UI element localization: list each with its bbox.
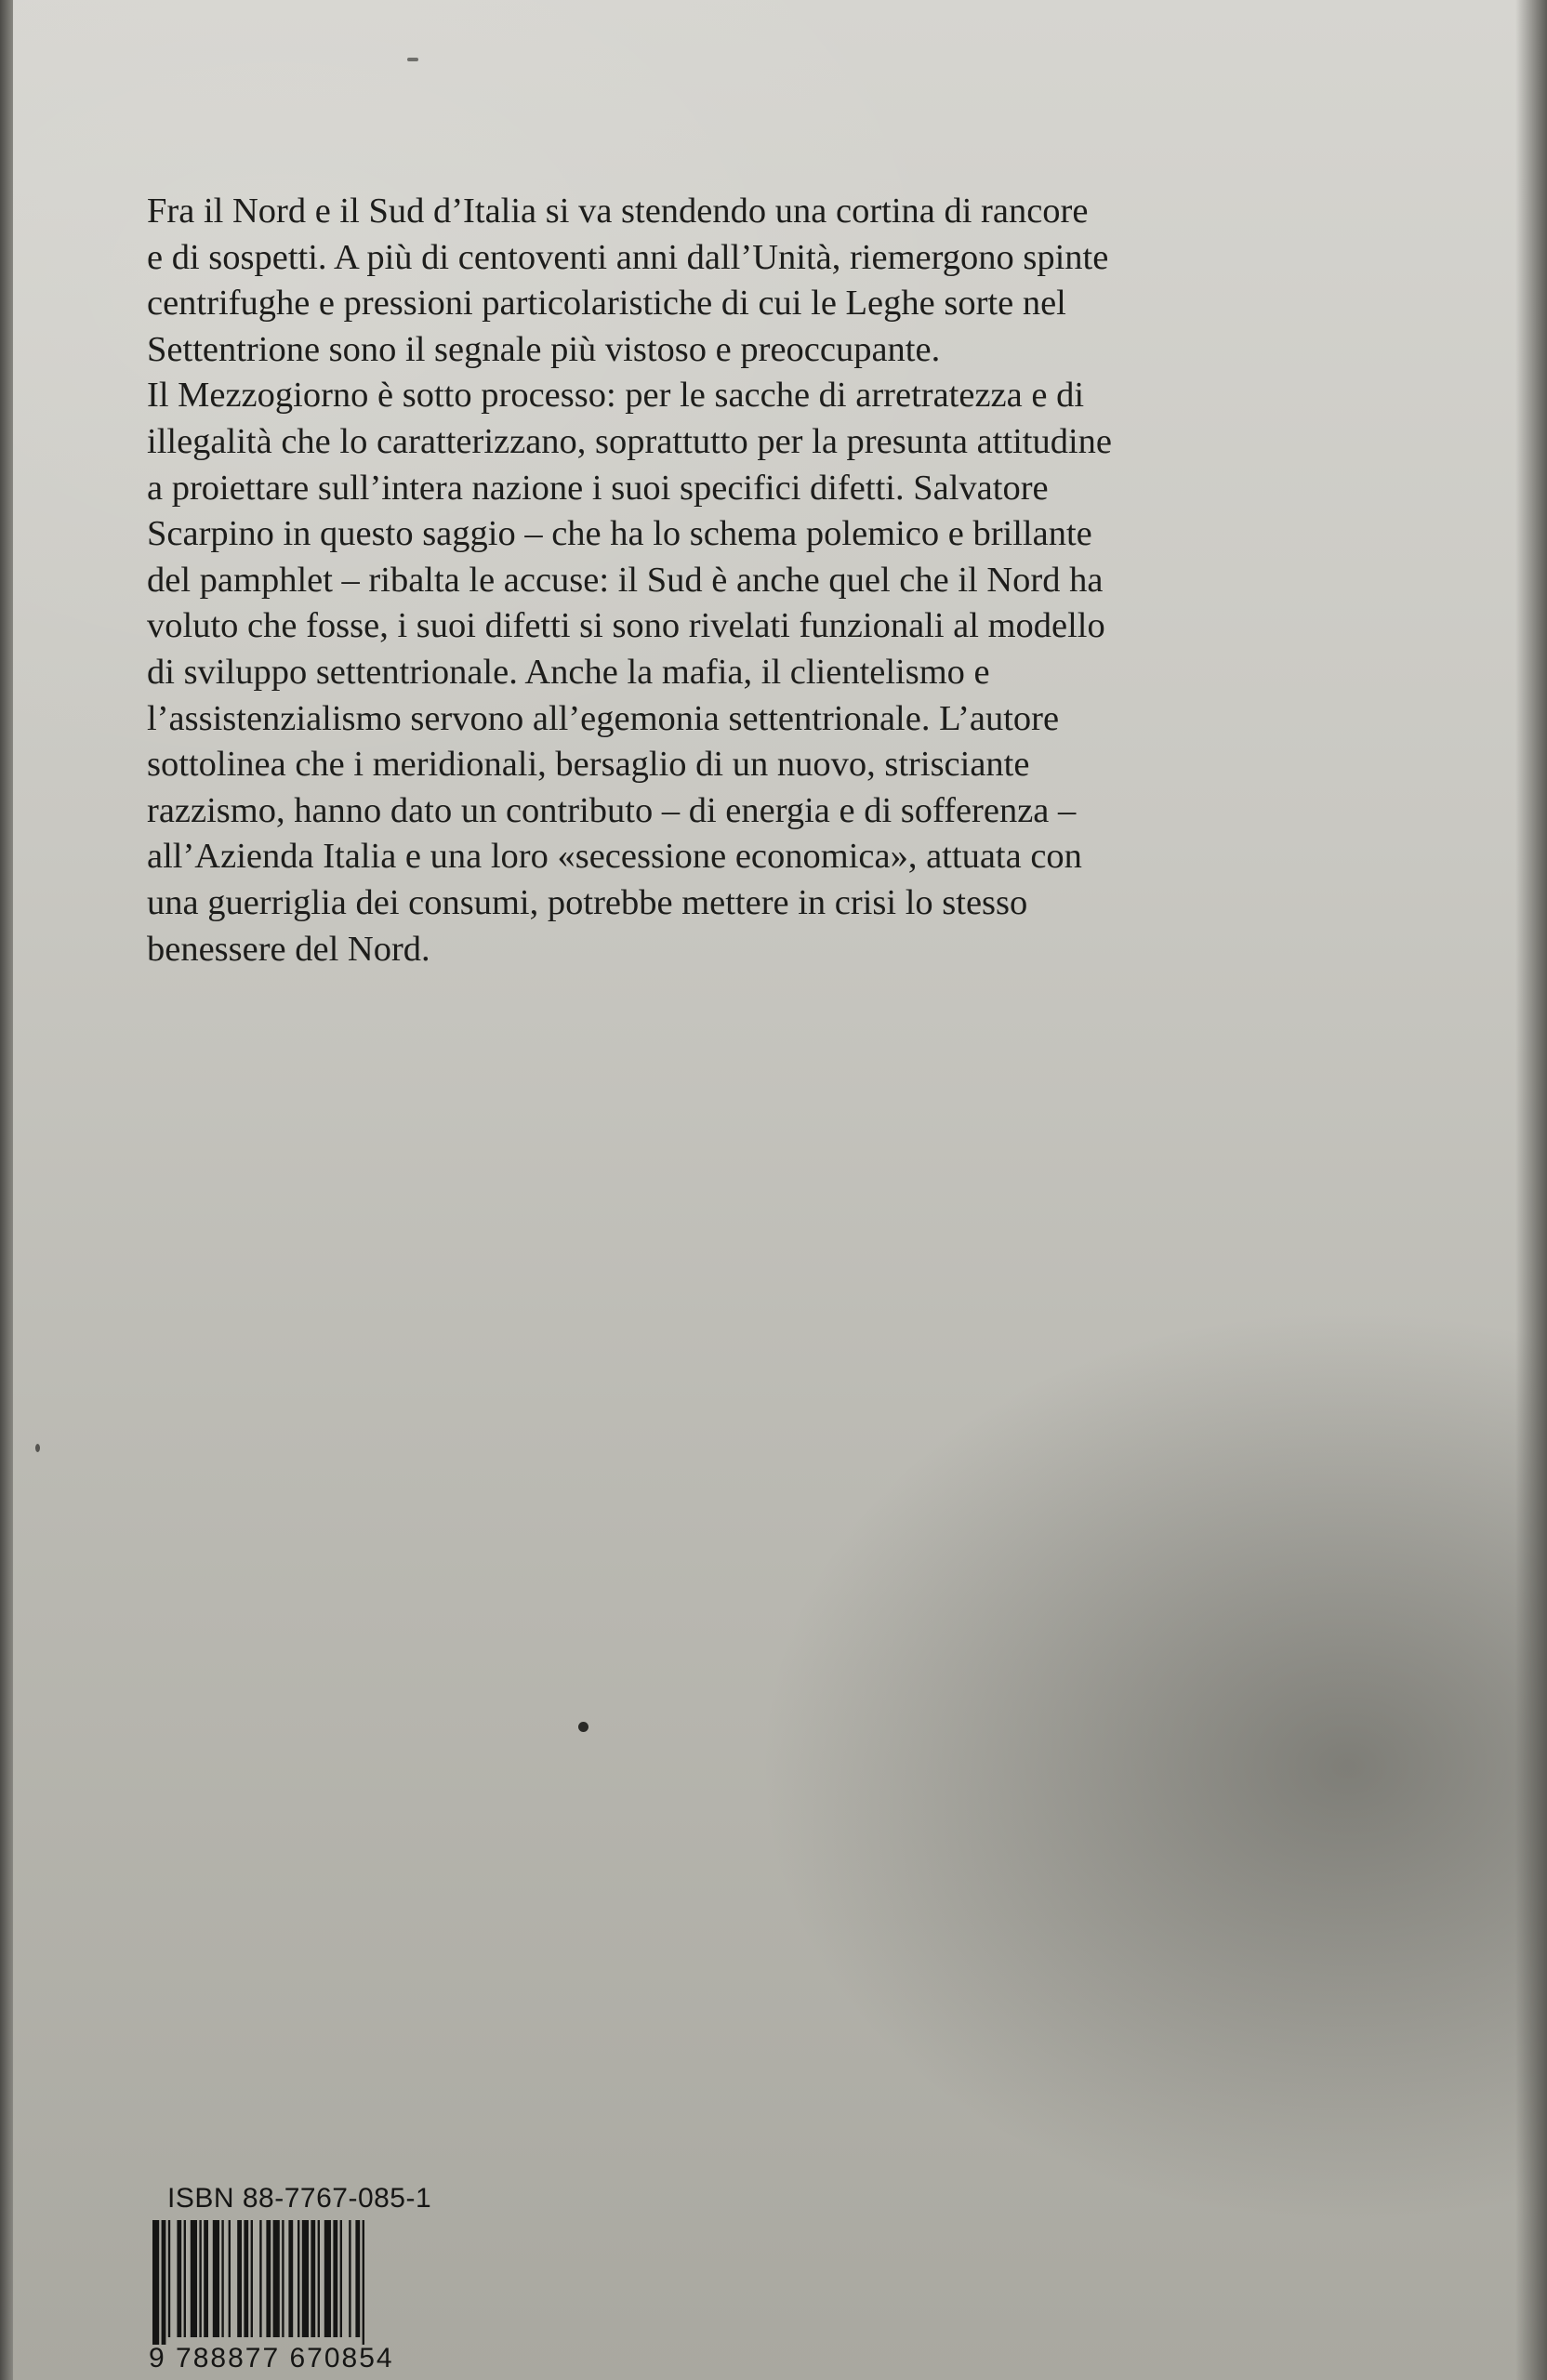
- barcode-bar: [191, 2220, 197, 2337]
- barcode-bar: [333, 2220, 337, 2337]
- cover-right-edge: [1515, 0, 1547, 2380]
- barcode-bar: [273, 2220, 280, 2337]
- blurb-line: una guerriglia dei consumi, potrebbe mettere in crisi lo stesso: [147, 882, 1028, 922]
- blurb-line: illegalità che lo caratterizzano, soprattutto per la presunta attitudine: [147, 421, 1112, 461]
- blurb-line: razzismo, hanno dato un contributo – di energia e di sofferenza –: [147, 790, 1077, 830]
- barcode-bar: [213, 2220, 219, 2337]
- barcode-bar: [152, 2220, 159, 2345]
- ean-digits: 9 788877 670854: [149, 2343, 394, 2373]
- blurb-line: Scarpino in questo saggio – che ha lo schema polemico e brillante: [147, 514, 1092, 554]
- barcode-bar: [282, 2220, 284, 2337]
- blurb-line: e di sospetti. A più di centoventi anni dall’Unità, riemergono spinte: [147, 237, 1109, 277]
- barcode-bars: [149, 2220, 469, 2345]
- blurb-line: voluto che fosse, i suoi difetti si sono rivelati funzionali al modello: [147, 606, 1105, 646]
- blurb-line: all’Azienda Italia e una loro «secessione economica», attuata con: [147, 837, 1082, 877]
- barcode-bar: [229, 2220, 231, 2337]
- blurb-line: a proiettare sull’intera nazione i suoi specifici difetti. Salvatore: [147, 468, 1049, 508]
- blurb-line: benessere del Nord.: [147, 929, 430, 969]
- barcode-bar: [349, 2220, 350, 2337]
- barcode-bar: [340, 2220, 342, 2337]
- blurb-line: l’assistenzialismo servono all’egemonia settentrionale. L’autore: [147, 698, 1060, 738]
- dust-speck: [407, 58, 418, 61]
- barcode-bar: [298, 2220, 299, 2337]
- barcode-bar: [302, 2220, 309, 2337]
- barcode-bar: [318, 2220, 320, 2337]
- cover-left-edge: [0, 0, 13, 2380]
- blurb-line: di sviluppo settentrionale. Anche la mafia, il clientelismo e: [147, 652, 990, 692]
- barcode-bar: [162, 2220, 166, 2345]
- isbn-label: ISBN 88-7767-085-1: [167, 2183, 432, 2214]
- dust-speck: [35, 1444, 40, 1452]
- blurb-line: sottolinea che i meridionali, bersaglio di un nuovo, strisciante: [147, 745, 1030, 785]
- blurb-line: del pamphlet – ribalta le accuse: il Sud è anche quel che il Nord ha: [147, 560, 1104, 600]
- barcode-bar: [355, 2220, 360, 2337]
- blurb-line: centrifughe e pressioni particolaristiche di cui le Leghe sorte nel: [147, 284, 1066, 324]
- barcode-bar: [168, 2220, 170, 2337]
- barcode-bar: [221, 2220, 223, 2337]
- barcode-bar: [259, 2220, 261, 2337]
- barcode-bar: [363, 2220, 364, 2345]
- barcode-bar: [324, 2220, 331, 2337]
- isbn-barcode: [149, 2183, 469, 2380]
- barcode-bar: [204, 2220, 208, 2337]
- blurb-line: Il Mezzogiorno è sotto processo: per le sacche di arretratezza e di: [147, 376, 1085, 416]
- barcode-bar: [177, 2220, 181, 2337]
- blurb-line: Fra il Nord e il Sud d’Italia si va stendendo una cortina di rancore: [147, 192, 1089, 231]
- barcode-bar: [288, 2220, 293, 2337]
- blurb-text: [147, 189, 1411, 972]
- barcode-bar: [266, 2220, 271, 2337]
- barcode-bar: [199, 2220, 201, 2337]
- blurb-line: Settentrione sono il segnale più vistoso e preoccupante.: [147, 329, 941, 369]
- barcode-bar: [184, 2220, 186, 2337]
- barcode-bar: [251, 2220, 253, 2337]
- barcode-bar: [244, 2220, 248, 2337]
- barcode-bar: [311, 2220, 315, 2337]
- barcode-bar: [237, 2220, 242, 2337]
- dust-speck: [578, 1722, 588, 1732]
